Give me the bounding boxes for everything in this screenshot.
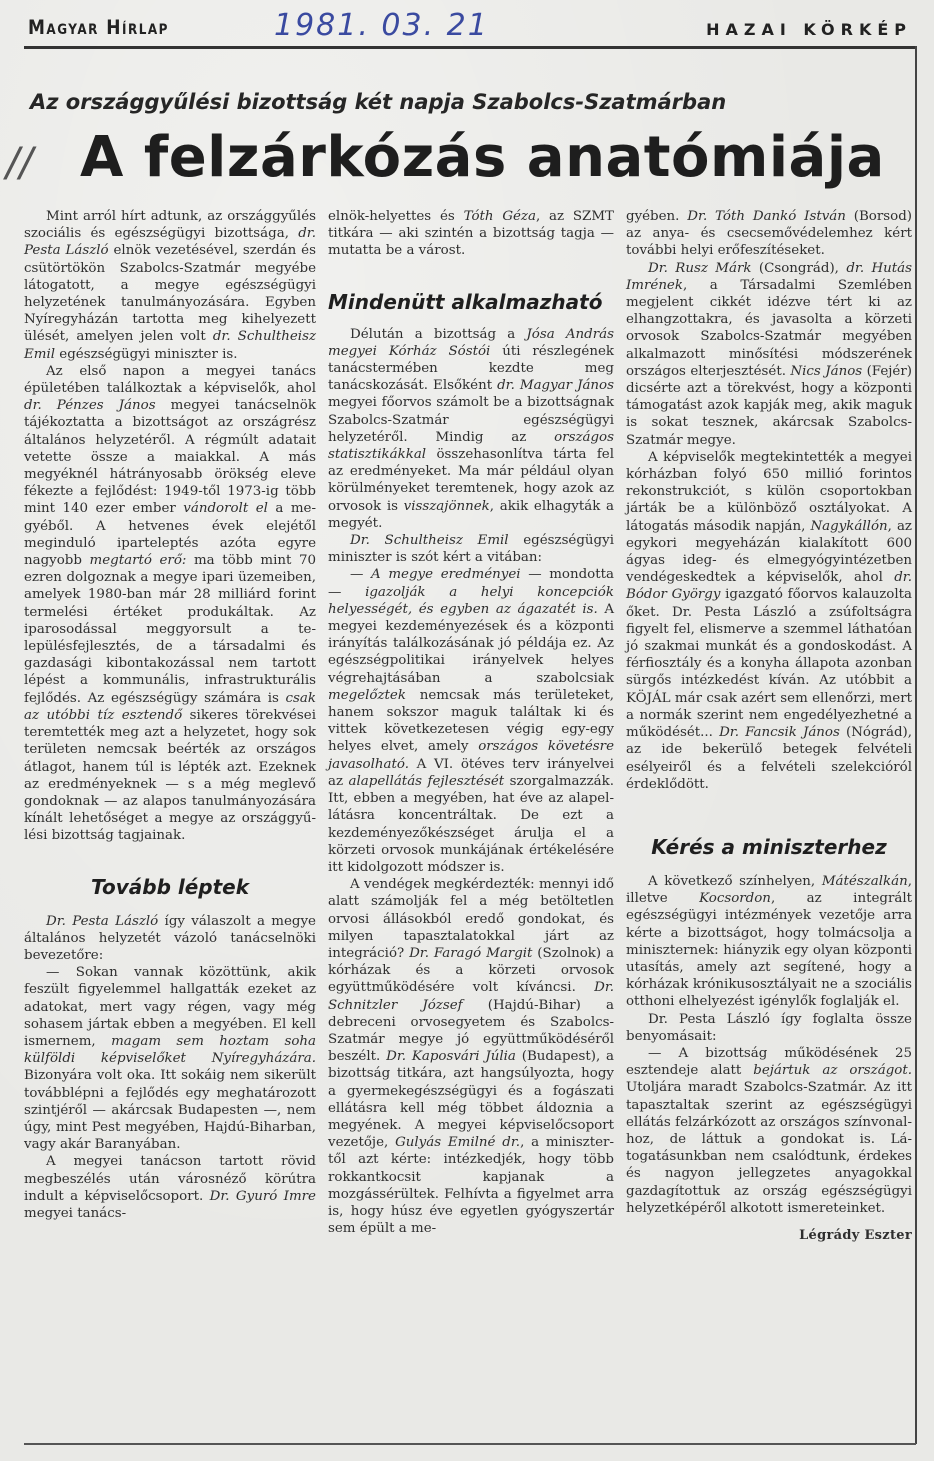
bottom-rule [24,1443,916,1445]
body-text: így válaszolt a megye általános helyzetét vázoló tanácselnöki bevezetőre: [24,913,316,963]
body-text: , az SZMT titkára — aki szintén a bizottság tagja — mutatta be a várost. [328,209,614,259]
newspaper-name: Magyar Hírlap [28,16,169,40]
article-column-3 [626,208,912,1244]
body-text: megyei tanács- [24,1205,127,1221]
article-paragraph [328,876,614,1237]
emphasized-text: Dr. Gyuró Imre [209,1188,316,1204]
emphasized-text: vándorolt el [183,501,268,517]
body-text: (Budapest), a bizottság titkára, azt hangsúlyozta, hogy a gyermekegészségügyi és a fogászati ellátásra kell még többet áldoznia a megyének. A megyei képviselőcsoport vezetője, [328,1049,615,1151]
author-byline: Légrády Eszter [799,1227,912,1243]
emphasized-text: dr. Bódor György [626,570,912,603]
emphasized-text: Nics János [790,363,863,379]
body-text: A megyei tanácson tartott rövid megbeszélés után városnéző körútra indult a képviselőcsoport. [24,1154,316,1204]
emphasized-text: dr. Schultheisz Emil [24,329,316,362]
right-rule [915,46,917,1444]
article-paragraph [328,208,614,260]
article-paragraph [328,326,614,532]
body-text: megyei főorvos számolt be a bizottságnak Szabolcs-Szatmár egészségügyi helyzetéről. Mindig az [328,395,614,445]
body-text: egészségügyi miniszter is. [55,346,238,362]
emphasized-text: Dr. Rusz Márk [648,260,752,276]
body-text: Az első napon a megyei tanács épületében találkoztak a képviselők, ahol [24,363,316,397]
body-text: (Borsod) az anya- és csecsemővédelemhez kért további helyi erőfeszítéseket. [626,209,912,259]
body-text: — A bizottság működésének 25 esztendeje alatt [626,1045,912,1079]
article-paragraph [626,260,912,449]
body-text: , akik elhagyták a megyét. [328,498,614,531]
body-text: elnök vezetésével, szerdán és csütörtökön Szabolcs-Szatmár megyébe látogatott, a megye egészségügyi helyzetének tanulmányozására. Egyben Nyíregyházán tartotta meg kihelyezett ülését, amelyen jelen volt [24,243,316,345]
body-text: A megyei kezdeményezések és a központi irányítás találkozásának jó példája ez. Az egészségpolitikai irányelvek helyes végrehajtásában a szabolcsiak [328,601,614,686]
article-paragraph [24,964,316,1153]
section-name: HAZAI KÖRKÉP [706,20,912,39]
emphasized-text: dr. Pesta László [24,226,316,259]
emphasized-text: Gulyás Emilné dr. [395,1135,521,1151]
body-text: (Hajdú-Bihar) a debreceni orvosegyetem és Szabolcs-Szatmár megye jó együttműködéséről beszélt. [328,997,614,1065]
emphasized-text: A megye eredményei [371,567,521,583]
body-text: A vendégek megkérdezték: mennyi idő alatt számolják fel a még betöltetlen orvosi állásokból eredő gondokat, és milyen tapasztalatokkal járt az integráció? [328,877,614,961]
emphasized-text: megelőztek [328,687,406,703]
body-text: A VI. ötéves terv irányelvei az [328,756,614,789]
section-subhead: Tovább léptek [90,874,250,899]
article-paragraph [626,208,912,260]
body-text: sikeres törekvései teremtették meg azt a helyzetet, hogy sok területen nemcsak beérték az országos átlagot, hanem túl is lépték azt. Ezeknek az eredményeknek — s a még meglevő gondoknak — az alapos tanulmányozására kínált lehetőséget a megye az országgyűlési bizottság tagjainak. [24,707,317,844]
article-paragraph [626,873,912,1011]
article-column-2 [328,208,614,1237]
article-headline: A felzárkózás anatómiája [80,125,885,190]
body-text: Dr. Pesta László így foglalta össze benyomásait: [626,1011,912,1044]
body-text: ma több mint 70 ezren dolgoznak a megye ipari üzemeiben, amelyek 1980-ban már 28 milliárd forint termelési értéket produkáltak. Az iparosodással meggyorsult a településfejlesztés, de a társadalmi és gazdasági kibontakozással nem tartott lépést a kommunális, infrastrukturális fejlődés. Az egészségügy számára is [24,553,316,706]
body-text: úti részlegének tanácstermében kezdte meg tanácskozását. Elsőként [328,343,614,394]
article-paragraph [328,566,614,876]
section-subhead: Kérés a miniszterhez [651,834,887,859]
emphasized-text: alapellátás fejlesztését [348,773,505,789]
body-text: (Nógrád), az ide bekerülő betegek felvételi esélyeiről és a felvételi szelekcióról érdeklődött. [626,725,912,792]
emphasized-text: Dr. Tóth Dankó István [687,209,846,224]
body-text: — Sokan vannak közöttünk, akik feszült figyelemmel hallgatták ezeket az adatokat, mert vagy régen, vagy még sohasem jártak ebben a megyében. El kell ismernem, [24,965,316,1049]
body-text: igazgató főorvos kalauzolta őket. Dr. Pesta László a zsúfoltságra figyelt fel, elismerve a szemmel láthatóan jó szakmai munkát és a gondoskodást. A férfiosztály és a konyha állapota azonban sürgős intézkedést kíván. Az utóbbit a KÖJÁL már csak azért sem ellenőrzi, mert a normák szerint nem engedélyezhetné a működését... [626,587,912,741]
article-paragraph [626,1045,912,1217]
article-paragraph [24,1153,316,1222]
body-text: szorgalmazzák. Itt, ebben a megyében, hat éve az alapellátásra koncentráltak. De ezt a kezdeményezőkészséget árulja el a körzeti orvosok munkájának értékelésére itt kidolgozott módszer is. [328,773,615,875]
emphasized-text: visszajönnek [403,498,490,514]
emphasized-text: dr. Magyar János [497,378,614,394]
body-text: A következő színhelyen, [648,873,822,889]
emphasized-text: csak az utóbbi tíz esztendő [24,690,316,723]
emphasized-text: országos követésre javasolható. [328,739,614,772]
body-text: , az egykori megyeházán kialakított 600 ágyas ideg- és elmegyógyintézetben vendégeskedtek a képviselők, ahol [626,518,912,586]
emphasized-text: Dr. Pesta László [46,913,159,929]
body-text: megyei tanácselnök tájékoztatta a bizottságot az országrész általános helyzetéről. A régmúlt adatait vetette össze a maiakkal. A más megyéknél hátrányosabb örökség eleve fékezte a fejlődést: 1949-től 1973-ig több mint 140 ezer ember [24,398,316,517]
emphasized-text: Jósa András megyei Kórház Sóstói [328,326,614,359]
body-text: Utoljára maradt Szabolcs-Szatmár. Az itt tapasztaltak szerint az egészségügyi ellátás felzárkózott az országos színvonalhoz, de láttuk a gondokat is. Látogatásunkban nem csalódtunk, érdekes és nagyon jellegzetes anyagokkal gazdagítottuk az ország egészségügyi helyzetképéről alkotott ismereteinket. [626,1080,912,1216]
emphasized-text: Dr. Schnitzler József [328,980,614,1013]
body-text: (Csongrád), [751,260,847,276]
body-text: a megyéből. A hetvenes évek elejétől meginduló iparteleptés azóta egyre nagyobb [24,501,316,569]
emphasized-text: igazolják a helyi koncepciók helyességét, és egyben az ágazatét is. [328,584,614,617]
body-text: Mint arról hírt adtunk, az országgyűlés szociális és egészségügyi bizottsága, [24,209,316,242]
body-text: — mondotta — [328,567,614,600]
article-paragraph [24,913,316,965]
body-text: elnök-helyettes és [328,209,464,224]
body-text: , illetve [626,873,912,907]
body-text: egészségügyi miniszter is szót kért a vitában: [328,533,614,566]
emphasized-text: Kocsordon [699,891,771,907]
emphasized-text: Dr. Kaposvári Júlia [386,1049,516,1065]
emphasized-text: dr. Hutás Imrének [626,260,912,293]
body-text: (Fejér) dicsérte azt a törekvést, hogy a központi támogatást azok kapják meg, akik maguk is sokat tesznek, akárcsak Szabolcs-Szatmár megye. [626,363,912,448]
emphasized-text: Mátészalkán [821,873,908,889]
section-subhead: Mindenütt alkalmazható [328,289,603,314]
emphasized-text: bejártuk az országot. [753,1063,912,1079]
emphasized-text: magam sem hoztam soha külföldi képviselőket Nyíregyházára. [24,1033,317,1067]
emphasized-text: Dr. Fancsik János [719,725,840,741]
masthead [24,8,916,46]
body-text: — [350,567,372,583]
body-text: , az integrált egészségügyi intézmények vezetője arra kérte a bizottságot, hogy tolmácsolja a miniszternek: hiányzik egy olyan központi utasítás, amely azt segítené, hogy a kórházak krónikusosztályait ne a szociális otthoni elhelyezést igénylők foglalják el. [626,891,913,1010]
top-rule [24,46,916,49]
body-text: Délután a bizottság a [350,326,527,342]
body-text: (Szolnok) a kórházak és a körzeti orvosok együttműködésére volt kíváncsi. [328,945,614,996]
article-paragraph [24,363,316,845]
article-paragraph [328,532,614,566]
body-text: nemcsak más területeket, hanem sokszor maguk találtak ki és vittek következetesen végig egy-egy helyes elvet, amely [328,687,614,755]
article-paragraph [626,1011,912,1045]
emphasized-text: Nagykállón [810,518,888,534]
body-text: , a Társadalmi Szemlében megjelent cikkét idézve tért ki az elhangzottakra, és javasolta a körzeti orvosok Szabolcs-Szatmár megyében alkalmazott minősítési módszerének országos elterjesztését. [626,277,912,379]
body-text: gyében. [626,209,688,224]
article-column-1 [24,208,316,1222]
handwritten-date: 1981. 03. 21 [274,8,489,43]
body-text: Bizonyára volt oka. Itt sokáig nem sikerült továbblépni a fejlődés egy meghatározott szintjéről — akárcsak Budapesten —, nem úgy, mint Pest megyében, Hajdú-Biharban, vagy akár Baranyában. [24,1068,316,1153]
emphasized-text: dr. Pénzes János [24,398,156,414]
article-kicker: Az országgyűlési bizottság két napja Szabolcs-Szatmárban [30,90,727,114]
margin-mark: // [6,140,33,186]
emphasized-text: Tóth Géza [463,209,536,224]
emphasized-text: Dr. Faragó Margit [409,945,533,961]
body-text: összehasonlítva tárta fel az eredményeket. Ma már például olyan körülményeket teremtenek, hogy azok az orvosok is [328,447,614,514]
article-paragraph [626,449,912,793]
body-text: , a minisztertől azt kérte: intézkedjék, hogy több rokkantkocsit kapjanak a mozgássérültek. Felhívta a figyelmet arra is, hogy húsz éve egyetlen gyógyszertár sem épült a me- [328,1135,614,1237]
emphasized-text: megtartó erő: [89,553,187,569]
emphasized-text: Dr. Schultheisz Emil [350,533,509,549]
body-text: A képviselők megtekintették a megyei kórházban folyó 650 millió forintos rekonstrukciót, s külön csoportokban járták be a különböző osztályokat. A látogatás második napján, [626,449,912,534]
article-paragraph [24,208,316,363]
emphasized-text: országos statisztikákkal [328,429,614,463]
